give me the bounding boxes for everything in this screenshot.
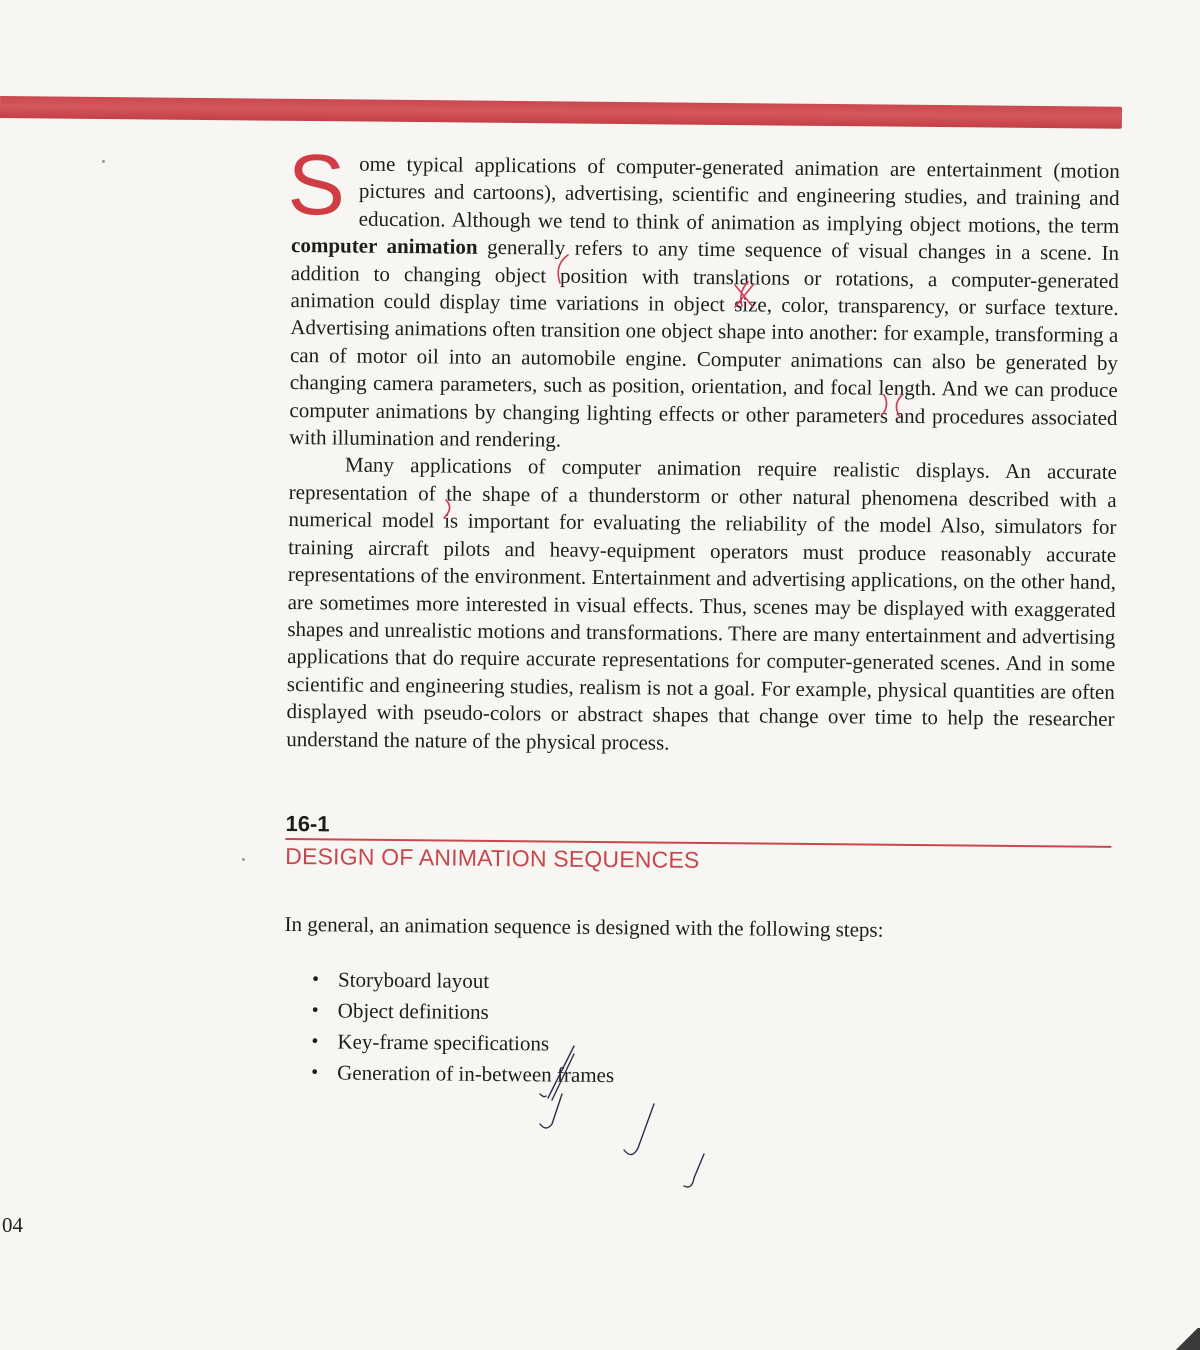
- first-paragraph-text-end: generally refers to any time sequence of visual changes in a scene. In addition to changing object position with translations or rotations, a computer-generated animation could display time variations in object size, color, transparency, or surface texture. Advertising animations often transition one object shape into another: for example, transforming a can of motor oil into an automobile engine. Computer animations can also be generated by changing camera parameters, such as position, orientation, and focal length. And we can produce computer animations by changing lighting effects or other parameters and procedures associated with illumination and rendering.: [289, 235, 1120, 452]
- section-title: DESIGN OF ANIMATION SEQUENCES: [285, 842, 700, 873]
- dust-dot: [242, 858, 245, 861]
- dust-dot: [102, 160, 105, 163]
- bullet-icon: •: [311, 1030, 319, 1053]
- bullet-icon: •: [311, 1061, 319, 1084]
- scan-corner-shadow: [1174, 1328, 1200, 1350]
- pen-check-3-icon: [624, 1104, 654, 1155]
- pen-check-4-icon: [684, 1154, 704, 1187]
- first-paragraph: [287, 136, 1120, 459]
- bold-term: computer animation: [290, 233, 478, 260]
- page-number: 04: [2, 1213, 23, 1237]
- bullet-icon: •: [311, 968, 320, 991]
- step-label: Key-frame specifications: [337, 1029, 550, 1056]
- step-label: Generation of in-between frames: [337, 1060, 615, 1088]
- section-number: 16-1: [285, 810, 330, 837]
- steps-intro: In general, an animation sequence is designed with the following steps:: [284, 911, 884, 942]
- steps-list: [311, 964, 1112, 1096]
- pen-check-2-icon: [540, 1094, 562, 1128]
- drop-cap: S: [287, 136, 346, 234]
- second-paragraph: Many applications of computer animation require realistic displays. An accurate representation of the shape of a thunderstorm or other natural phenomena described with a numerical model is important for evaluating the reliability of the model Also, simulators for training aircraft pilots and heavy-equipment operators must produce reasonably accurate representations of the environment. Entertainment and advertising applications, on the other hand, are sometimes more interested in visual effects. Thus, scenes may be displayed with exaggerated shapes and unrealistic motions and transformations. There are many entertainment and advertising applications that do require accurate representations for computer-generated scenes. And in some scientific and engineering studies, realism is not a goal. For example, physical quantities are often displayed with pseudo-colors or abstract shapes that change over time to help the researcher understand the nature of the physical process.: [286, 452, 1118, 755]
- step-label: Storyboard layout: [337, 967, 490, 993]
- bullet-icon: •: [311, 999, 319, 1022]
- step-label: Object definitions: [337, 998, 489, 1024]
- list-item: [311, 1057, 1111, 1096]
- page-body: [283, 136, 1120, 1096]
- header-red-rule: [0, 96, 1122, 129]
- first-paragraph-text-start: ome typical applications of computer-generated animation are entertainment (motion pictures and cartoons), advertising, scientific and engineering studies, and training and education. Although we tend to think of animation as implying object motions, the term: [358, 151, 1120, 238]
